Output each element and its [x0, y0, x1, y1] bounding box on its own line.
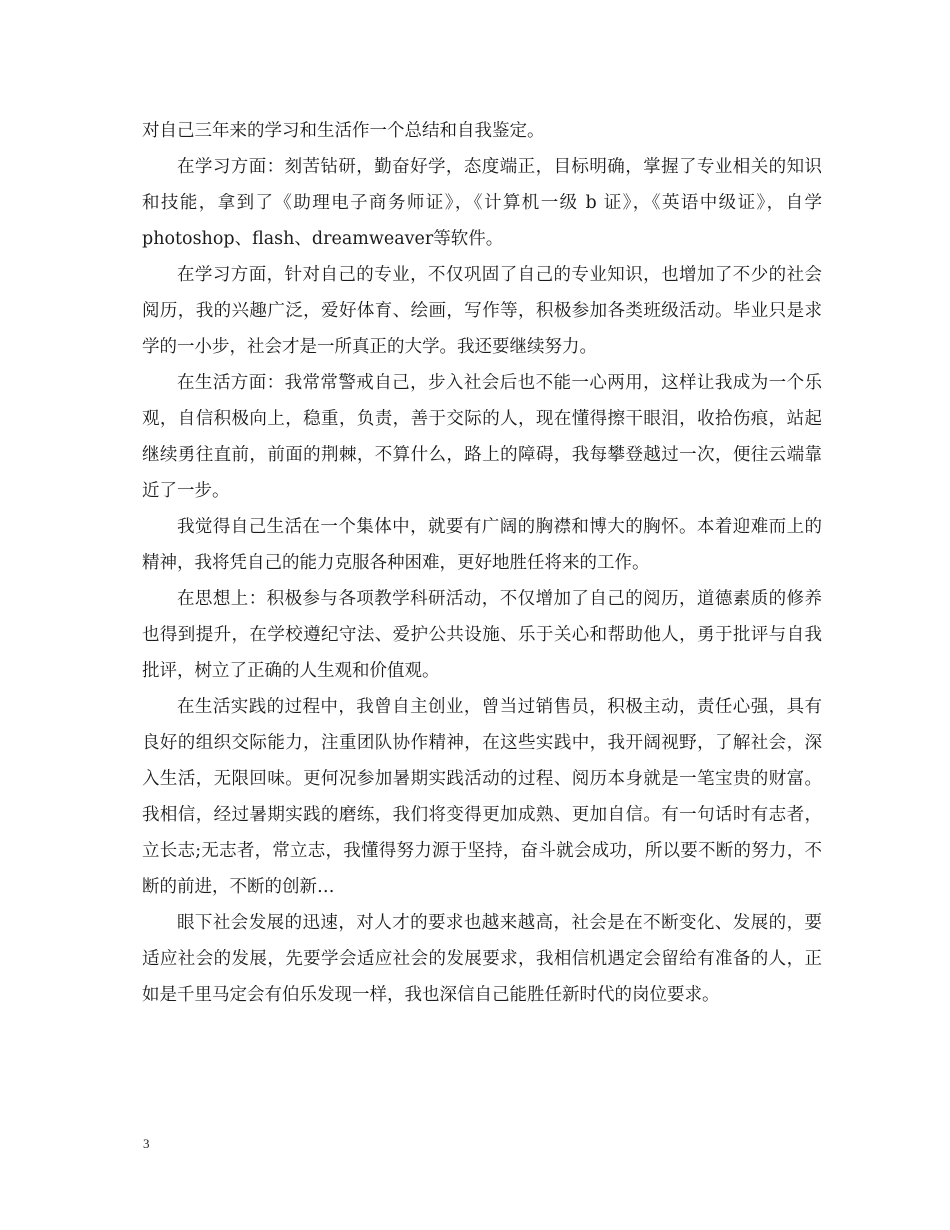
paragraph-7: 在生活实践的过程中，我曾自主创业，曾当过销售员，积极主动，责任心强，具有良好的组织交际能力，注重团队协作精神，在这些实践中，我开阔视野，了解社会，深入生活，无限回味。更何况参加暑期实践活动的过程、阅历本身就是一笔宝贵的财富。我相信，经过暑期实践的磨练，我们将变得更加成熟、更加自信。有一句话时有志者，立长志;无志者，常立志，我懂得努力源于坚持，奋斗就会成功，所以要不断的努力，不断的前进，不断的创新… [142, 697, 822, 897]
paragraph-1: 对自己三年来的学习和生活作一个总结和自我鉴定。 [142, 121, 545, 141]
paragraph-5: 我觉得自己生活在一个集体中，就要有广阔的胸襟和博大的胸怀。本着迎难而上的精神，我将凭自己的能力克服各种困难，更好地胜任将来的工作。 [142, 517, 822, 573]
paragraph-6: 在思想上：积极参与各项教学科研活动，不仅增加了自己的阅历，道德素质的修养也得到提升，在学校遵纪守法、爱护公共设施、乐于关心和帮助他人，勇于批评与自我批评，树立了正确的人生观和价值观。 [142, 589, 822, 681]
paragraph-4: 在生活方面：我常常警戒自己，步入社会后也不能一心两用，这样让我成为一个乐观，自信积极向上，稳重，负责，善于交际的人，现在懂得擦干眼泪，收拾伤痕，站起继续勇往直前，前面的荆棘，不算什么，路上的障碍，我每攀登越过一次，便往云端靠近了一步。 [142, 373, 822, 501]
paragraph-3: 在学习方面，针对自己的专业，不仅巩固了自己的专业知识，也增加了不少的社会阅历，我的兴趣广泛，爱好体育、绘画，写作等，积极参加各类班级活动。毕业只是求学的一小步，社会才是一所真正的大学。我还要继续努力。 [142, 265, 822, 357]
document-body [142, 113, 822, 1013]
page-number: 3 [143, 1136, 150, 1151]
paragraph-2: 在学习方面：刻苦钻研，勤奋好学，态度端正，目标明确，掌握了专业相关的知识和技能，拿到了《助理电子商务师证》，《计算机一级 b 证》，《英语中级证》，自学photoshop、flash、dreamweaver等软件。 [142, 157, 822, 249]
paragraph-8: 眼下社会发展的迅速，对人才的要求也越来越高，社会是在不断变化、发展的，要适应社会的发展，先要学会适应社会的发展要求，我相信机遇定会留给有准备的人，正如是千里马定会有伯乐发现一样，我也深信自己能胜任新时代的岗位要求。 [142, 913, 822, 1005]
